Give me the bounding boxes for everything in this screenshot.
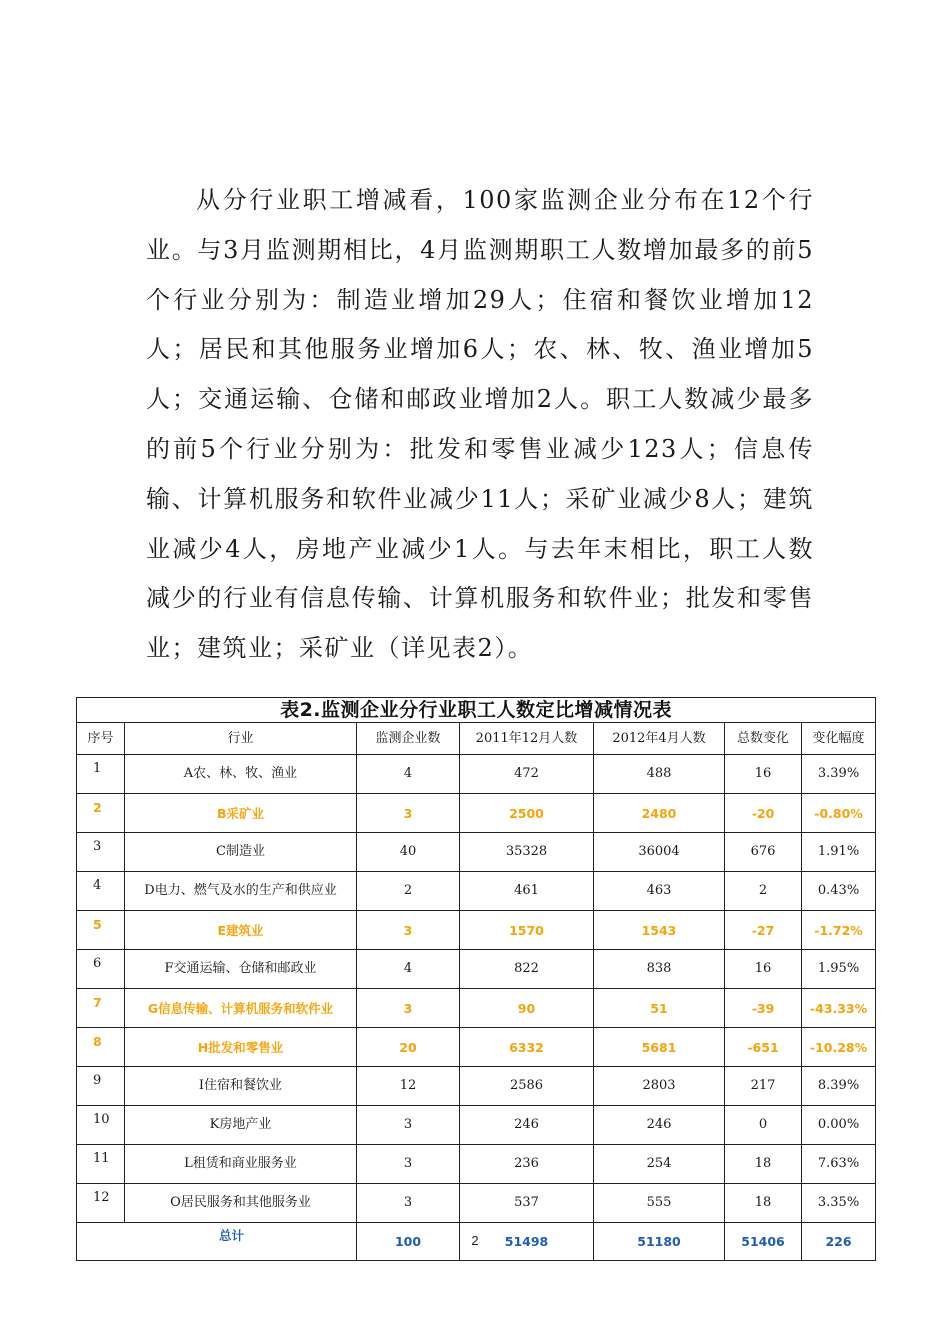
cell-total-change: 18 — [725, 1184, 802, 1223]
cell-industry: L租赁和商业服务业 — [125, 1145, 357, 1184]
cell-2011-dec: 246 — [460, 1106, 594, 1145]
cell-total-change: 2 — [725, 872, 802, 911]
header-industry: 行业 — [125, 723, 357, 755]
cell-seq: 12 — [77, 1184, 125, 1223]
table-row — [77, 872, 876, 911]
table-row — [77, 1028, 876, 1067]
cell-total-change: -651 — [725, 1028, 802, 1067]
cell-seq: 8 — [77, 1028, 125, 1067]
cell-2012-apr: 488 — [594, 755, 725, 794]
cell-industry: O居民服务和其他服务业 — [125, 1184, 357, 1223]
cell-firm-count: 2 — [357, 872, 460, 911]
cell-seq: 4 — [77, 872, 125, 911]
cell-seq: 11 — [77, 1145, 125, 1184]
cell-firm-count: 20 — [357, 1028, 460, 1067]
cell-industry: D电力、燃气及水的生产和供应业 — [125, 872, 357, 911]
total-firm-count: 100 — [357, 1223, 460, 1261]
table-title: 表2.监测企业分行业职工人数定比增减情况表 — [77, 698, 876, 723]
cell-2012-apr: 36004 — [594, 833, 725, 872]
cell-change-rate: 3.35% — [802, 1184, 876, 1223]
cell-2012-apr: 254 — [594, 1145, 725, 1184]
cell-firm-count: 3 — [357, 794, 460, 833]
cell-change-rate: 1.95% — [802, 950, 876, 989]
cell-2012-apr: 2803 — [594, 1067, 725, 1106]
cell-seq: 2 — [77, 794, 125, 833]
table-header-row — [77, 723, 876, 755]
table-body — [77, 755, 876, 1223]
industry-table — [76, 697, 876, 1261]
cell-change-rate: 3.39% — [802, 755, 876, 794]
cell-2012-apr: 246 — [594, 1106, 725, 1145]
cell-seq: 1 — [77, 755, 125, 794]
cell-2012-apr: 555 — [594, 1184, 725, 1223]
cell-industry: H批发和零售业 — [125, 1028, 357, 1067]
header-firm-count: 监测企业数 — [357, 723, 460, 755]
total-change-rate: 226 — [802, 1223, 876, 1261]
body-paragraph: 从分行业职工增减看，100家监测企业分布在12个行业。与3月监测期相比，4月监测期职工人数增加最多的前5个行业分别为：制造业增加29人；住宿和餐饮业增加12人；居民和其他服务业增加6人；农、林、牧、渔业增加5人；交通运输、仓储和邮政业增加2人。职工人数减少最多的前5个行业分别为：批发和零售业减少123人；信息传输、计算机服务和软件业减少11人；采矿业减少8人；建筑业减少4人，房地产业减少1人。与去年末相比，职工人数减少的行业有信息传输、计算机服务和软件业；批发和零售业；建筑业；采矿业（详见表2）。 — [146, 186, 814, 663]
cell-change-rate: 0.43% — [802, 872, 876, 911]
total-label: 总计 — [77, 1223, 357, 1261]
table-row — [77, 1106, 876, 1145]
cell-firm-count: 3 — [357, 911, 460, 950]
cell-2011-dec: 2586 — [460, 1067, 594, 1106]
cell-industry: I住宿和餐饮业 — [125, 1067, 357, 1106]
cell-seq: 6 — [77, 950, 125, 989]
cell-change-rate: -10.28% — [802, 1028, 876, 1067]
cell-industry: B采矿业 — [125, 794, 357, 833]
cell-2012-apr: 463 — [594, 872, 725, 911]
header-2011-dec: 2011年12月人数 — [460, 723, 594, 755]
cell-firm-count: 12 — [357, 1067, 460, 1106]
cell-industry: C制造业 — [125, 833, 357, 872]
cell-change-rate: -43.33% — [802, 989, 876, 1028]
total-change: 51406 — [725, 1223, 802, 1261]
cell-industry: F交通运输、仓储和邮政业 — [125, 950, 357, 989]
cell-seq: 9 — [77, 1067, 125, 1106]
cell-change-rate: 7.63% — [802, 1145, 876, 1184]
table-row — [77, 950, 876, 989]
cell-seq: 10 — [77, 1106, 125, 1145]
cell-2011-dec: 6332 — [460, 1028, 594, 1067]
cell-total-change: 16 — [725, 755, 802, 794]
table-row — [77, 1145, 876, 1184]
cell-2012-apr: 1543 — [594, 911, 725, 950]
cell-firm-count: 4 — [357, 755, 460, 794]
cell-industry: K房地产业 — [125, 1106, 357, 1145]
cell-change-rate: 8.39% — [802, 1067, 876, 1106]
cell-total-change: 16 — [725, 950, 802, 989]
cell-total-change: 676 — [725, 833, 802, 872]
cell-change-rate: 0.00% — [802, 1106, 876, 1145]
cell-firm-count: 3 — [357, 1184, 460, 1223]
cell-change-rate: -1.72% — [802, 911, 876, 950]
cell-industry: A农、林、牧、渔业 — [125, 755, 357, 794]
cell-2011-dec: 1570 — [460, 911, 594, 950]
cell-total-change: -39 — [725, 989, 802, 1028]
cell-industry: G信息传输、计算机服务和软件业 — [125, 989, 357, 1028]
table-row — [77, 755, 876, 794]
cell-total-change: 217 — [725, 1067, 802, 1106]
cell-firm-count: 4 — [357, 950, 460, 989]
cell-firm-count: 40 — [357, 833, 460, 872]
cell-seq: 3 — [77, 833, 125, 872]
cell-2012-apr: 51 — [594, 989, 725, 1028]
cell-2012-apr: 838 — [594, 950, 725, 989]
header-change-rate: 变化幅度 — [802, 723, 876, 755]
table-row — [77, 833, 876, 872]
cell-total-change: 18 — [725, 1145, 802, 1184]
table-row — [77, 911, 876, 950]
table-row — [77, 1067, 876, 1106]
table-row — [77, 989, 876, 1028]
cell-2012-apr: 5681 — [594, 1028, 725, 1067]
table-row — [77, 794, 876, 833]
cell-2011-dec: 35328 — [460, 833, 594, 872]
total-2012-apr: 51180 — [594, 1223, 725, 1261]
cell-total-change: 0 — [725, 1106, 802, 1145]
cell-2011-dec: 2500 — [460, 794, 594, 833]
cell-seq: 5 — [77, 911, 125, 950]
total-2011-dec: 51498 — [460, 1223, 594, 1261]
cell-change-rate: 1.91% — [802, 833, 876, 872]
header-2012-apr: 2012年4月人数 — [594, 723, 725, 755]
cell-firm-count: 3 — [357, 1145, 460, 1184]
cell-2011-dec: 236 — [460, 1145, 594, 1184]
cell-firm-count: 3 — [357, 1106, 460, 1145]
cell-2012-apr: 2480 — [594, 794, 725, 833]
cell-total-change: -27 — [725, 911, 802, 950]
cell-2011-dec: 461 — [460, 872, 594, 911]
cell-seq: 7 — [77, 989, 125, 1028]
cell-2011-dec: 822 — [460, 950, 594, 989]
page-number: 2 — [471, 1233, 479, 1248]
header-seq: 序号 — [77, 723, 125, 755]
header-total-change: 总数变化 — [725, 723, 802, 755]
cell-2011-dec: 537 — [460, 1184, 594, 1223]
table-title-row — [77, 698, 876, 723]
cell-firm-count: 3 — [357, 989, 460, 1028]
cell-change-rate: -0.80% — [802, 794, 876, 833]
cell-industry: E建筑业 — [125, 911, 357, 950]
cell-2011-dec: 90 — [460, 989, 594, 1028]
cell-total-change: -20 — [725, 794, 802, 833]
table-row — [77, 1184, 876, 1223]
cell-2011-dec: 472 — [460, 755, 594, 794]
